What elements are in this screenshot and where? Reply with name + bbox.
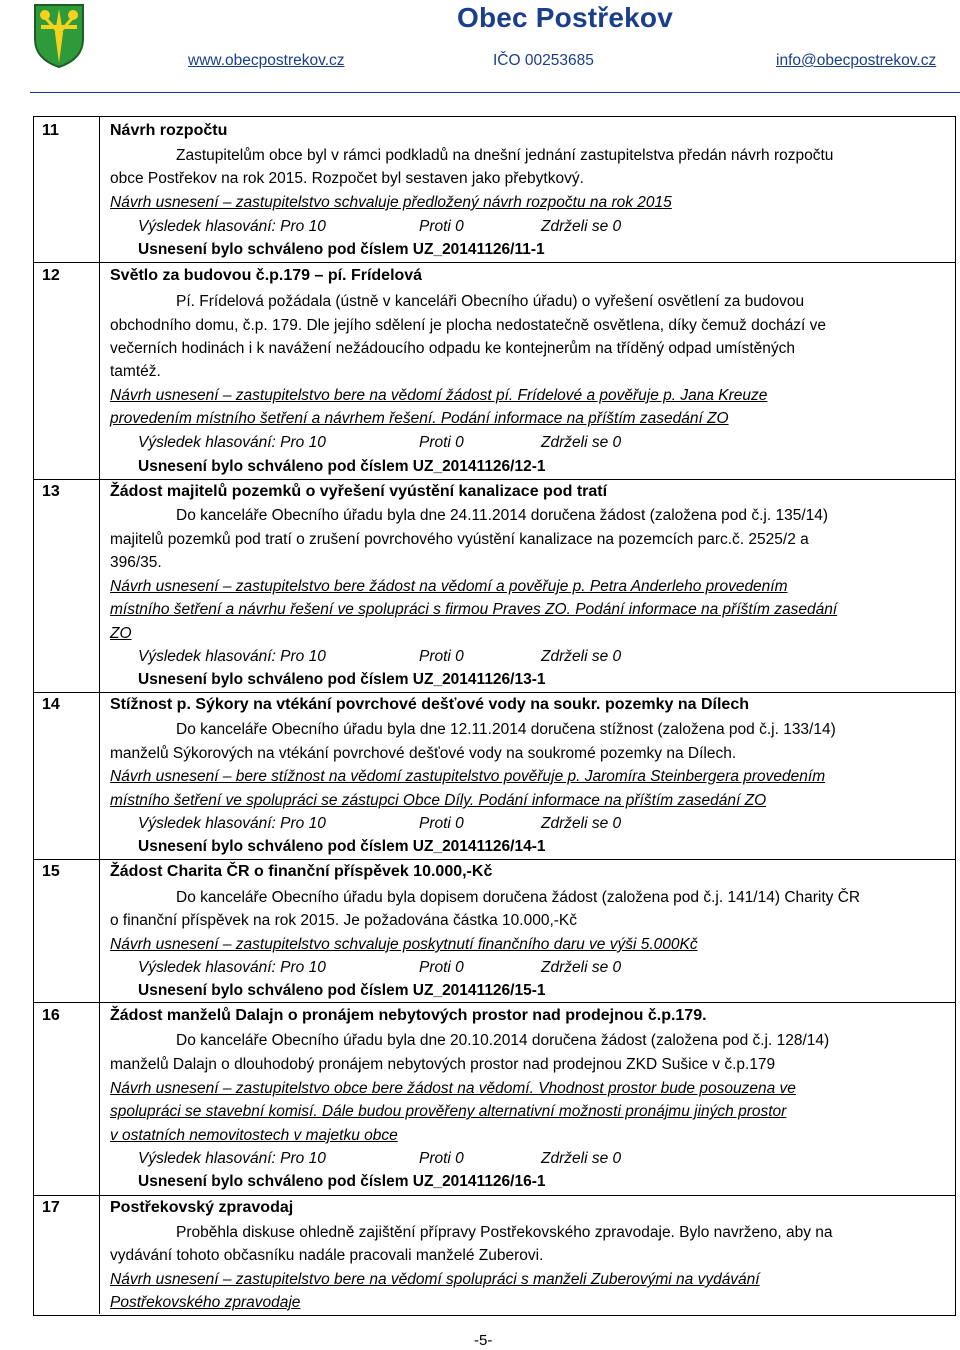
item-number: 16 (42, 1007, 60, 1024)
item-text-line: Do kanceláře Obecního úřadu byla dopisem doručena žádost (založena pod č.j. 141/14) Charity ČR (176, 889, 861, 906)
row-divider (33, 262, 955, 263)
vote-result: Výsledek hlasování: Pro 10 (138, 815, 326, 832)
municipality-title: Obec Postřekov (457, 2, 673, 33)
coat-of-arms-icon (33, 3, 85, 69)
row-divider (33, 479, 955, 480)
website-link[interactable]: www.obecpostrekov.cz (188, 52, 345, 69)
resolution-proposal: v ostatních nemovitostech v majetku obce (110, 1127, 398, 1144)
resolution-approved: Usnesení bylo schváleno pod číslem UZ_20141126/14-1 (138, 838, 546, 855)
item-text-line: 396/35. (110, 554, 162, 571)
vote-abstain: Zdrželi se 0 (541, 218, 622, 235)
item-number: 11 (42, 122, 59, 139)
resolution-approved: Usnesení bylo schváleno pod číslem UZ_20141126/12-1 (138, 458, 546, 475)
item-text-line: vydávání tohoto občasníku nadále pracovali manželé Zuberovi. (110, 1247, 544, 1264)
item-number: 12 (42, 267, 60, 284)
resolution-proposal: Návrh usnesení – zastupitelstvo schvaluje poskytnutí finančního daru ve výši 5.000Kč (110, 936, 698, 953)
vote-result: Výsledek hlasování: Pro 10 (138, 1150, 326, 1167)
resolution-approved: Usnesení bylo schváleno pod číslem UZ_20141126/13-1 (138, 671, 546, 688)
item-text-line: Proběhla diskuse ohledně zajištění přípravy Postřekovského zpravodaje. Bylo navrženo, aby na (176, 1224, 833, 1241)
row-divider (33, 859, 955, 860)
item-text-line: o finanční příspěvek na rok 2015. Je požadována částka 10.000,-Kč (110, 912, 578, 929)
item-text-line: Zastupitelům obce byl v rámci podkladů na dnešní jednání zastupitelstva předán návrh rozpočtu (176, 147, 834, 164)
page-number: -5- (474, 1332, 493, 1349)
item-text-line: obce Postřekov na rok 2015. Rozpočet byl sestaven jako přebytkový. (110, 170, 584, 187)
row-divider (33, 1195, 955, 1196)
item-text-line: Do kanceláře Obecního úřadu byla dne 24.11.2014 doručena žádost (založena pod č.j. 135/14) (176, 507, 829, 524)
vote-abstain: Zdrželi se 0 (541, 648, 622, 665)
vote-result: Výsledek hlasování: Pro 10 (138, 648, 326, 665)
vote-against: Proti 0 (419, 959, 464, 976)
item-text-line: Do kanceláře Obecního úřadu byla dne 12.11.2014 doručena stížnost (založena pod č.j. 133/14) (176, 721, 836, 738)
resolution-proposal: spolupráci se stavební komisí. Dále budou prověřeny alternativní možnosti pronájmu jiných prostor (110, 1103, 787, 1120)
resolution-proposal: Postřekovského zpravodaje (110, 1294, 301, 1311)
vote-against: Proti 0 (419, 218, 464, 235)
vote-result: Výsledek hlasování: Pro 10 (138, 434, 326, 451)
resolution-proposal: ZO (110, 625, 132, 642)
vote-abstain: Zdrželi se 0 (541, 1150, 622, 1167)
vote-result: Výsledek hlasování: Pro 10 (138, 959, 326, 976)
vote-against: Proti 0 (419, 434, 464, 451)
page-header (0, 0, 960, 96)
row-divider (33, 1002, 955, 1003)
vote-abstain: Zdrželi se 0 (541, 434, 622, 451)
resolution-proposal: Návrh usnesení – bere stížnost na vědomí zastupitelstvo pověřuje p. Jaromíra Steinbergera provedením (110, 768, 826, 785)
item-text-line: Do kanceláře Obecního úřadu byla dne 20.10.2014 doručena žádost (založena pod č.j. 128/14) (176, 1032, 830, 1049)
resolution-proposal: Návrh usnesení – zastupitelstvo bere žádost na vědomí a pověřuje p. Petra Anderleho provedením (110, 578, 788, 595)
vote-against: Proti 0 (419, 648, 464, 665)
resolution-proposal: Návrh usnesení – zastupitelstvo bere na vědomí spolupráci s manželi Zuberovými na vydávání (110, 1271, 760, 1288)
company-id: IČO 00253685 (493, 52, 594, 69)
resolution-approved: Usnesení bylo schváleno pod číslem UZ_20141126/16-1 (138, 1173, 546, 1190)
column-divider (99, 116, 100, 1314)
resolution-proposal: místního šetření ve spolupráci se zástupci Obce Díly. Podání informace na příštím zasedání ZO (110, 792, 767, 809)
item-title: Postřekovský zpravodaj (110, 1199, 294, 1216)
item-text-line: večerních hodinách i k navážení nežádoucího odpadu ke kontejnerům na tříděný odpad umístěných (110, 340, 796, 357)
item-title: Žádost majitelů pozemků o vyřešení vyústění kanalizace pod tratí (110, 483, 608, 500)
row-divider (33, 692, 955, 693)
item-title: Návrh rozpočtu (110, 122, 228, 139)
item-number: 15 (42, 863, 60, 880)
item-number: 13 (42, 483, 60, 500)
item-text-line: manželů Dalajn o dlouhodobý pronájem nebytových prostor nad prodejnou ZKD Sušice v č.p.179 (110, 1056, 776, 1073)
resolution-approved: Usnesení bylo schváleno pod číslem UZ_20141126/11-1 (138, 241, 545, 258)
resolution-proposal: Návrh usnesení – zastupitelstvo schvaluje předložený návrh rozpočtu na rok 2015 (110, 194, 672, 211)
item-text-line: manželů Sýkorových na vtékání povrchové dešťové vody na soukromé pozemky na Dílech. (110, 745, 737, 762)
resolution-proposal: Návrh usnesení – zastupitelstvo bere na vědomí žádost pí. Frídelové a pověřuje p. Jana Kreuze (110, 387, 768, 404)
email-link[interactable]: info@obecpostrekov.cz (776, 52, 937, 69)
item-title: Žádost Charita ČR o finanční příspěvek 10.000,-Kč (110, 863, 493, 880)
header-divider (30, 92, 960, 93)
vote-abstain: Zdrželi se 0 (541, 815, 622, 832)
item-text-line: tamtéž. (110, 363, 161, 380)
resolution-proposal: Návrh usnesení – zastupitelstvo obce bere žádost na vědomí. Vhodnost prostor bude posouzena ve (110, 1080, 796, 1097)
vote-against: Proti 0 (419, 1150, 464, 1167)
item-text-line: majitelů pozemků pod tratí o zrušení povrchového vyústění kanalizace na pozemcích parc.č. 2525/2 a (110, 531, 809, 548)
item-number: 17 (42, 1199, 60, 1216)
resolution-proposal: provedením místního šetření a návrhem řešení. Podání informace na příštím zasedání ZO (110, 410, 729, 427)
item-title: Žádost manželů Dalajn o pronájem nebytových prostor nad prodejnou č.p.179. (110, 1007, 707, 1024)
vote-result: Výsledek hlasování: Pro 10 (138, 218, 326, 235)
vote-against: Proti 0 (419, 815, 464, 832)
item-text-line: obchodního domu, č.p. 179. Dle jejího sdělení je plocha nedostatečně osvětlena, díky čemuž dochází ve (110, 317, 827, 334)
item-number: 14 (42, 696, 60, 713)
vote-abstain: Zdrželi se 0 (541, 959, 622, 976)
item-title: Stížnost p. Sýkory na vtékání povrchové dešťové vody na soukr. pozemky na Dílech (110, 696, 749, 713)
item-title: Světlo za budovou č.p.179 – pí. Frídelová (110, 267, 423, 284)
item-text-line: Pí. Frídelová požádala (ústně v kanceláři Obecního úřadu) o vyřešení osvětlení za budovou (176, 293, 805, 310)
resolution-approved: Usnesení bylo schváleno pod číslem UZ_20141126/15-1 (138, 982, 546, 999)
resolution-proposal: místního šetření a návrhu řešení ve spolupráci s firmou Praves ZO. Podání informace na příštím zasedání (110, 601, 838, 618)
